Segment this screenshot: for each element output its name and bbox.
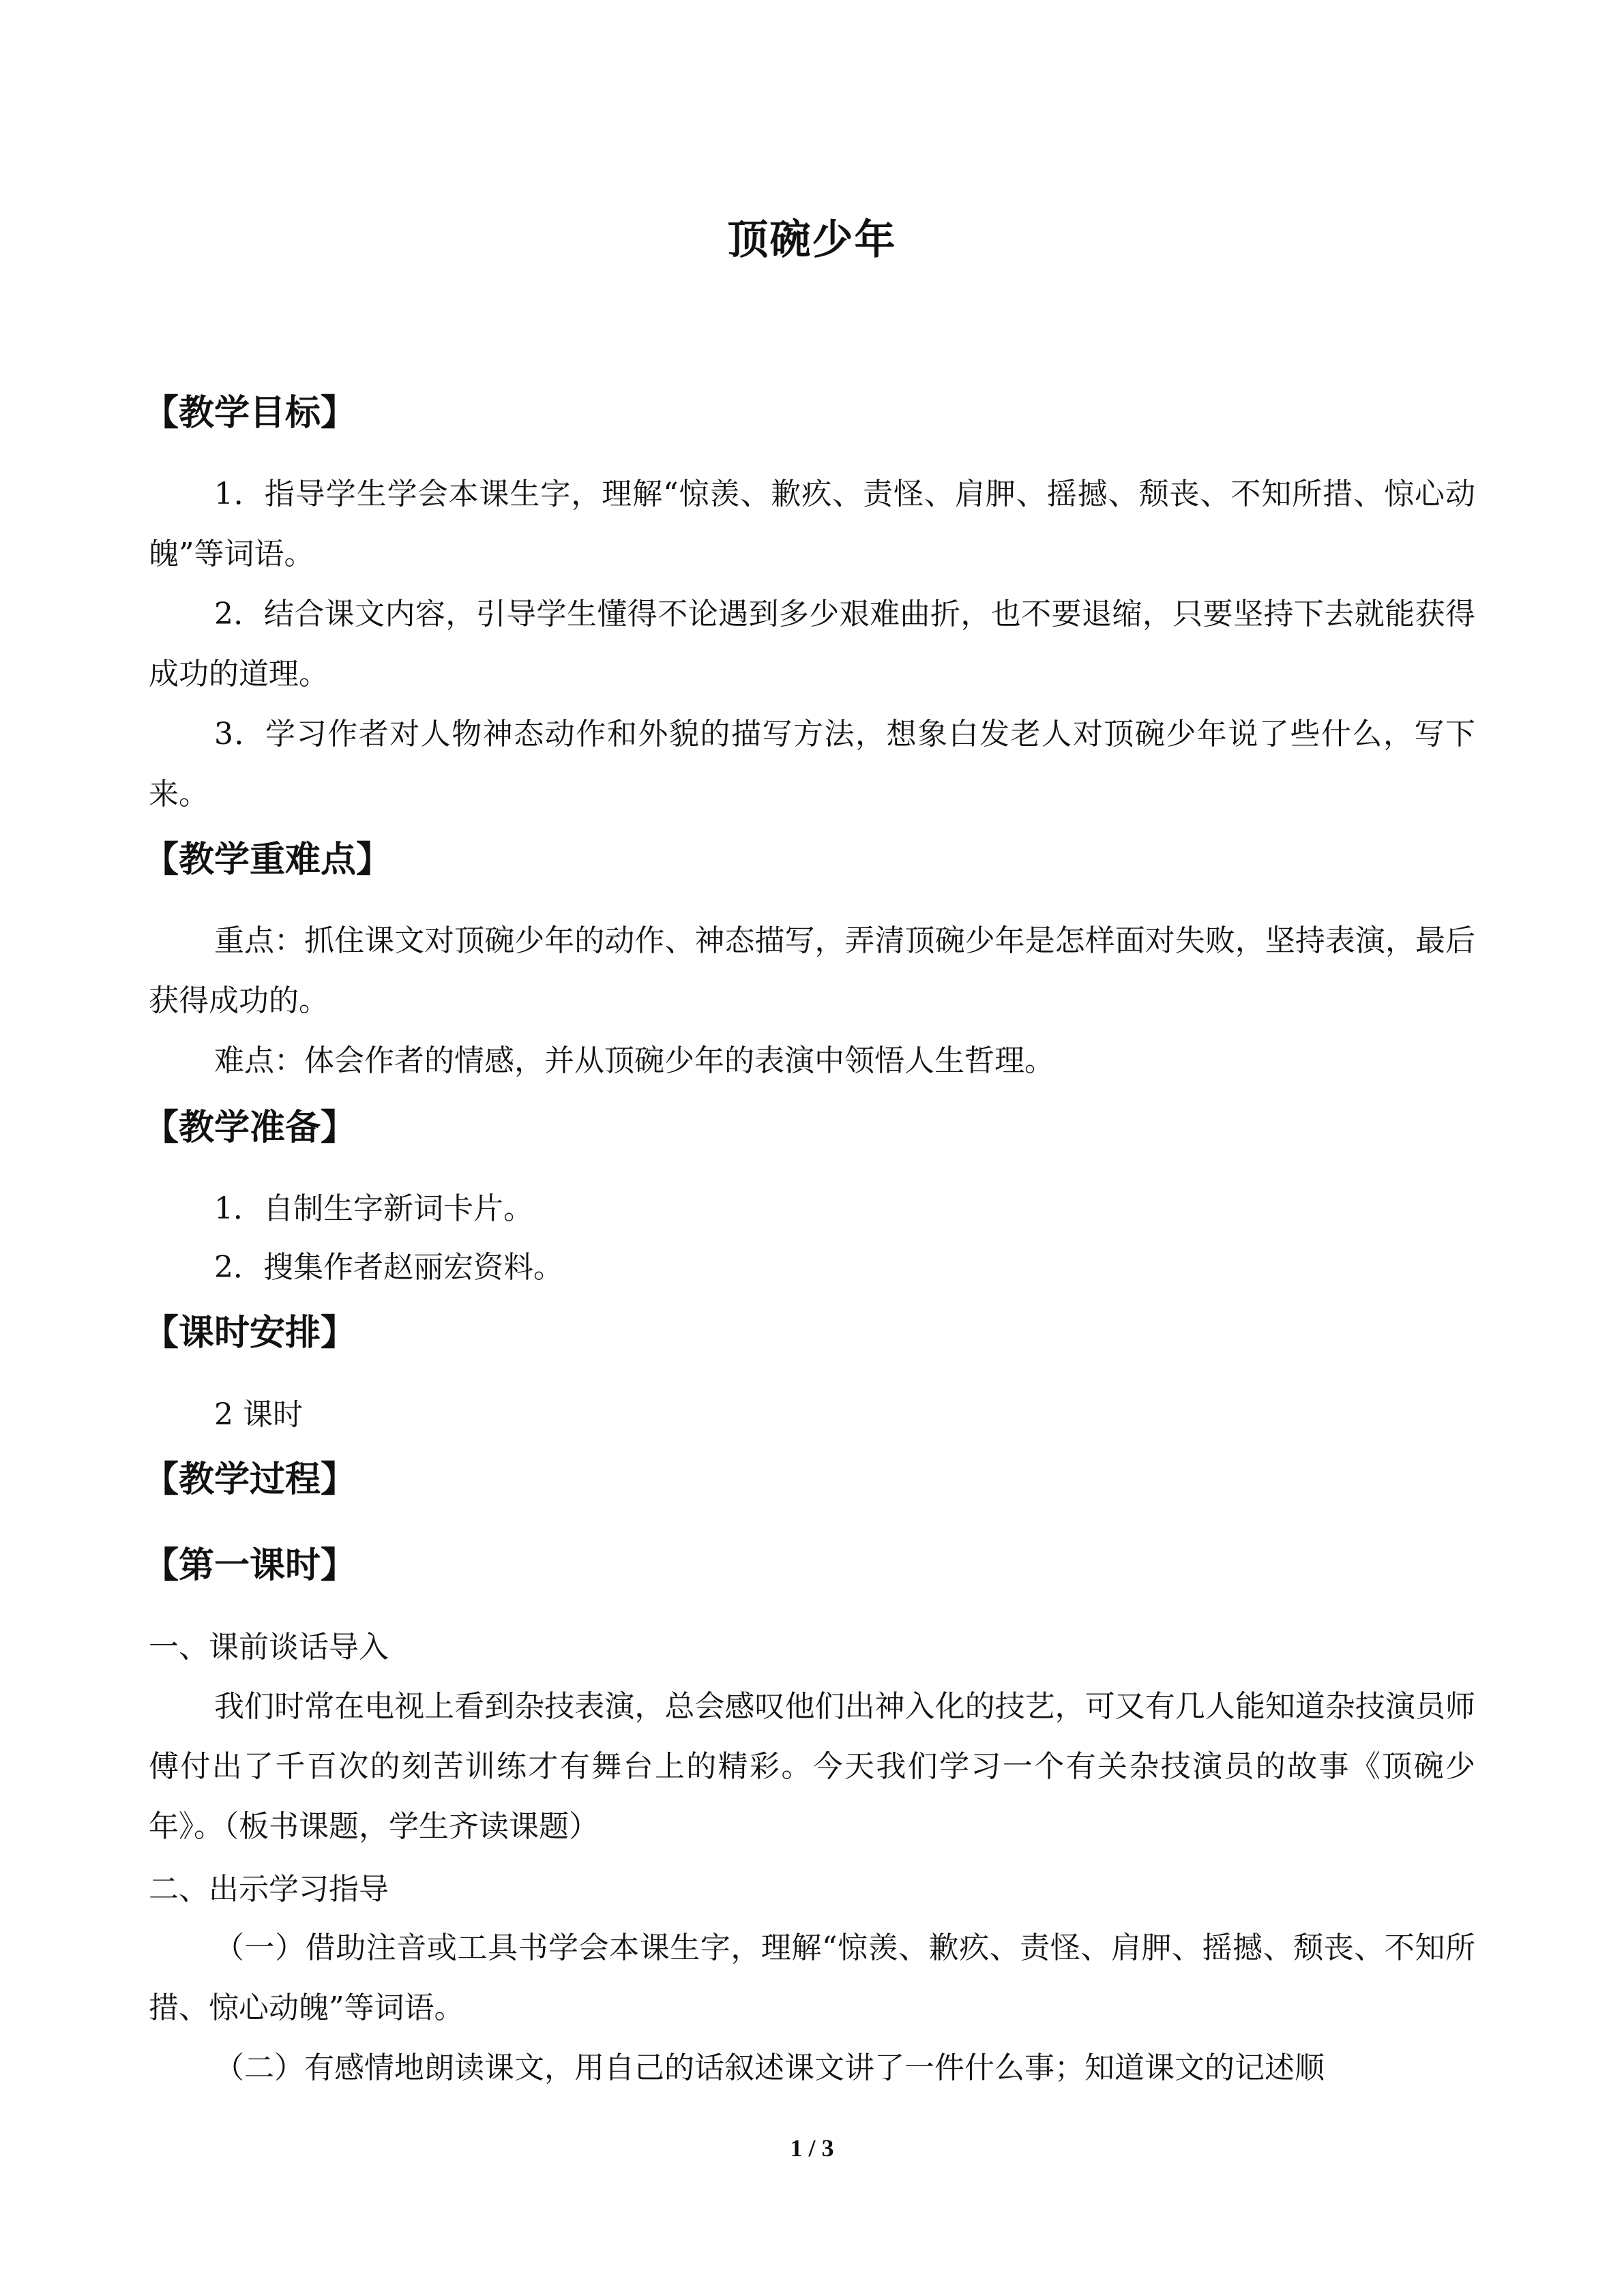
step-1-title: 一、课前谈话导入: [149, 1630, 389, 1665]
step-2-title: 二、出示学习指导: [149, 1872, 389, 1907]
objective-item-2: 2．结合课文内容，引导学生懂得不论遇到多少艰难曲折，也不要退缩，只要坚持下去就能获得成功的道理。: [149, 597, 1475, 691]
section-heading-process: 【教学过程】: [143, 1459, 357, 1500]
step-1-text: 我们时常在电视上看到杂技表演，总会感叹他们出神入化的技艺，可又有几人能知道杂技演员师傅付出了千百次的刻苦训练才有舞台上的精彩。今天我们学习一个有关杂技演员的故事《顶碗少年》。（板书课题，学生齐读课题）: [149, 1689, 1475, 1844]
step-2-item-1: （一）借助注音或工具书学会本课生字，理解“惊羡、歉疚、责怪、肩胛、摇撼、颓丧、不知所措、惊心动魄”等词语。: [149, 1930, 1475, 2025]
document-title: 顶碗少年: [727, 216, 897, 264]
preparation-item-1: 1．自制生字新词卡片。: [214, 1191, 533, 1226]
section-heading-schedule: 【课时安排】: [143, 1313, 357, 1354]
section-heading-key-points: 【教学重难点】: [143, 839, 392, 880]
schedule-text: 2 课时: [214, 1397, 303, 1432]
step-2-item-2: （二）有感情地朗读课文，用自己的话叙述课文讲了一件什么事；知道课文的记述顺: [214, 2051, 1325, 2085]
objective-item-1: 1．指导学生学会本课生字，理解“惊羡、歉疚、责怪、肩胛、摇撼、颓丧、不知所措、惊心动魄”等词语。: [149, 477, 1475, 571]
section-heading-preparation: 【教学准备】: [143, 1107, 357, 1148]
objective-item-3: 3．学习作者对人物神态动作和外貌的描写方法，想象白发老人对顶碗少年说了些什么，写下来。: [149, 717, 1475, 811]
section-heading-objectives: 【教学目标】: [143, 393, 357, 434]
key-point-text: 重点：抓住课文对顶碗少年的动作、神态描写，弄清顶碗少年是怎样面对失败，坚持表演，最后获得成功的。: [149, 923, 1475, 1018]
page-number: 1 / 3: [790, 2134, 834, 2162]
section-heading-first-lesson: 【第一课时】: [143, 1545, 357, 1586]
difficulty-text: 难点：体会作者的情感，并从顶碗少年的表演中领悟人生哲理。: [214, 1043, 1054, 1078]
preparation-item-2: 2．搜集作者赵丽宏资料。: [214, 1250, 563, 1285]
